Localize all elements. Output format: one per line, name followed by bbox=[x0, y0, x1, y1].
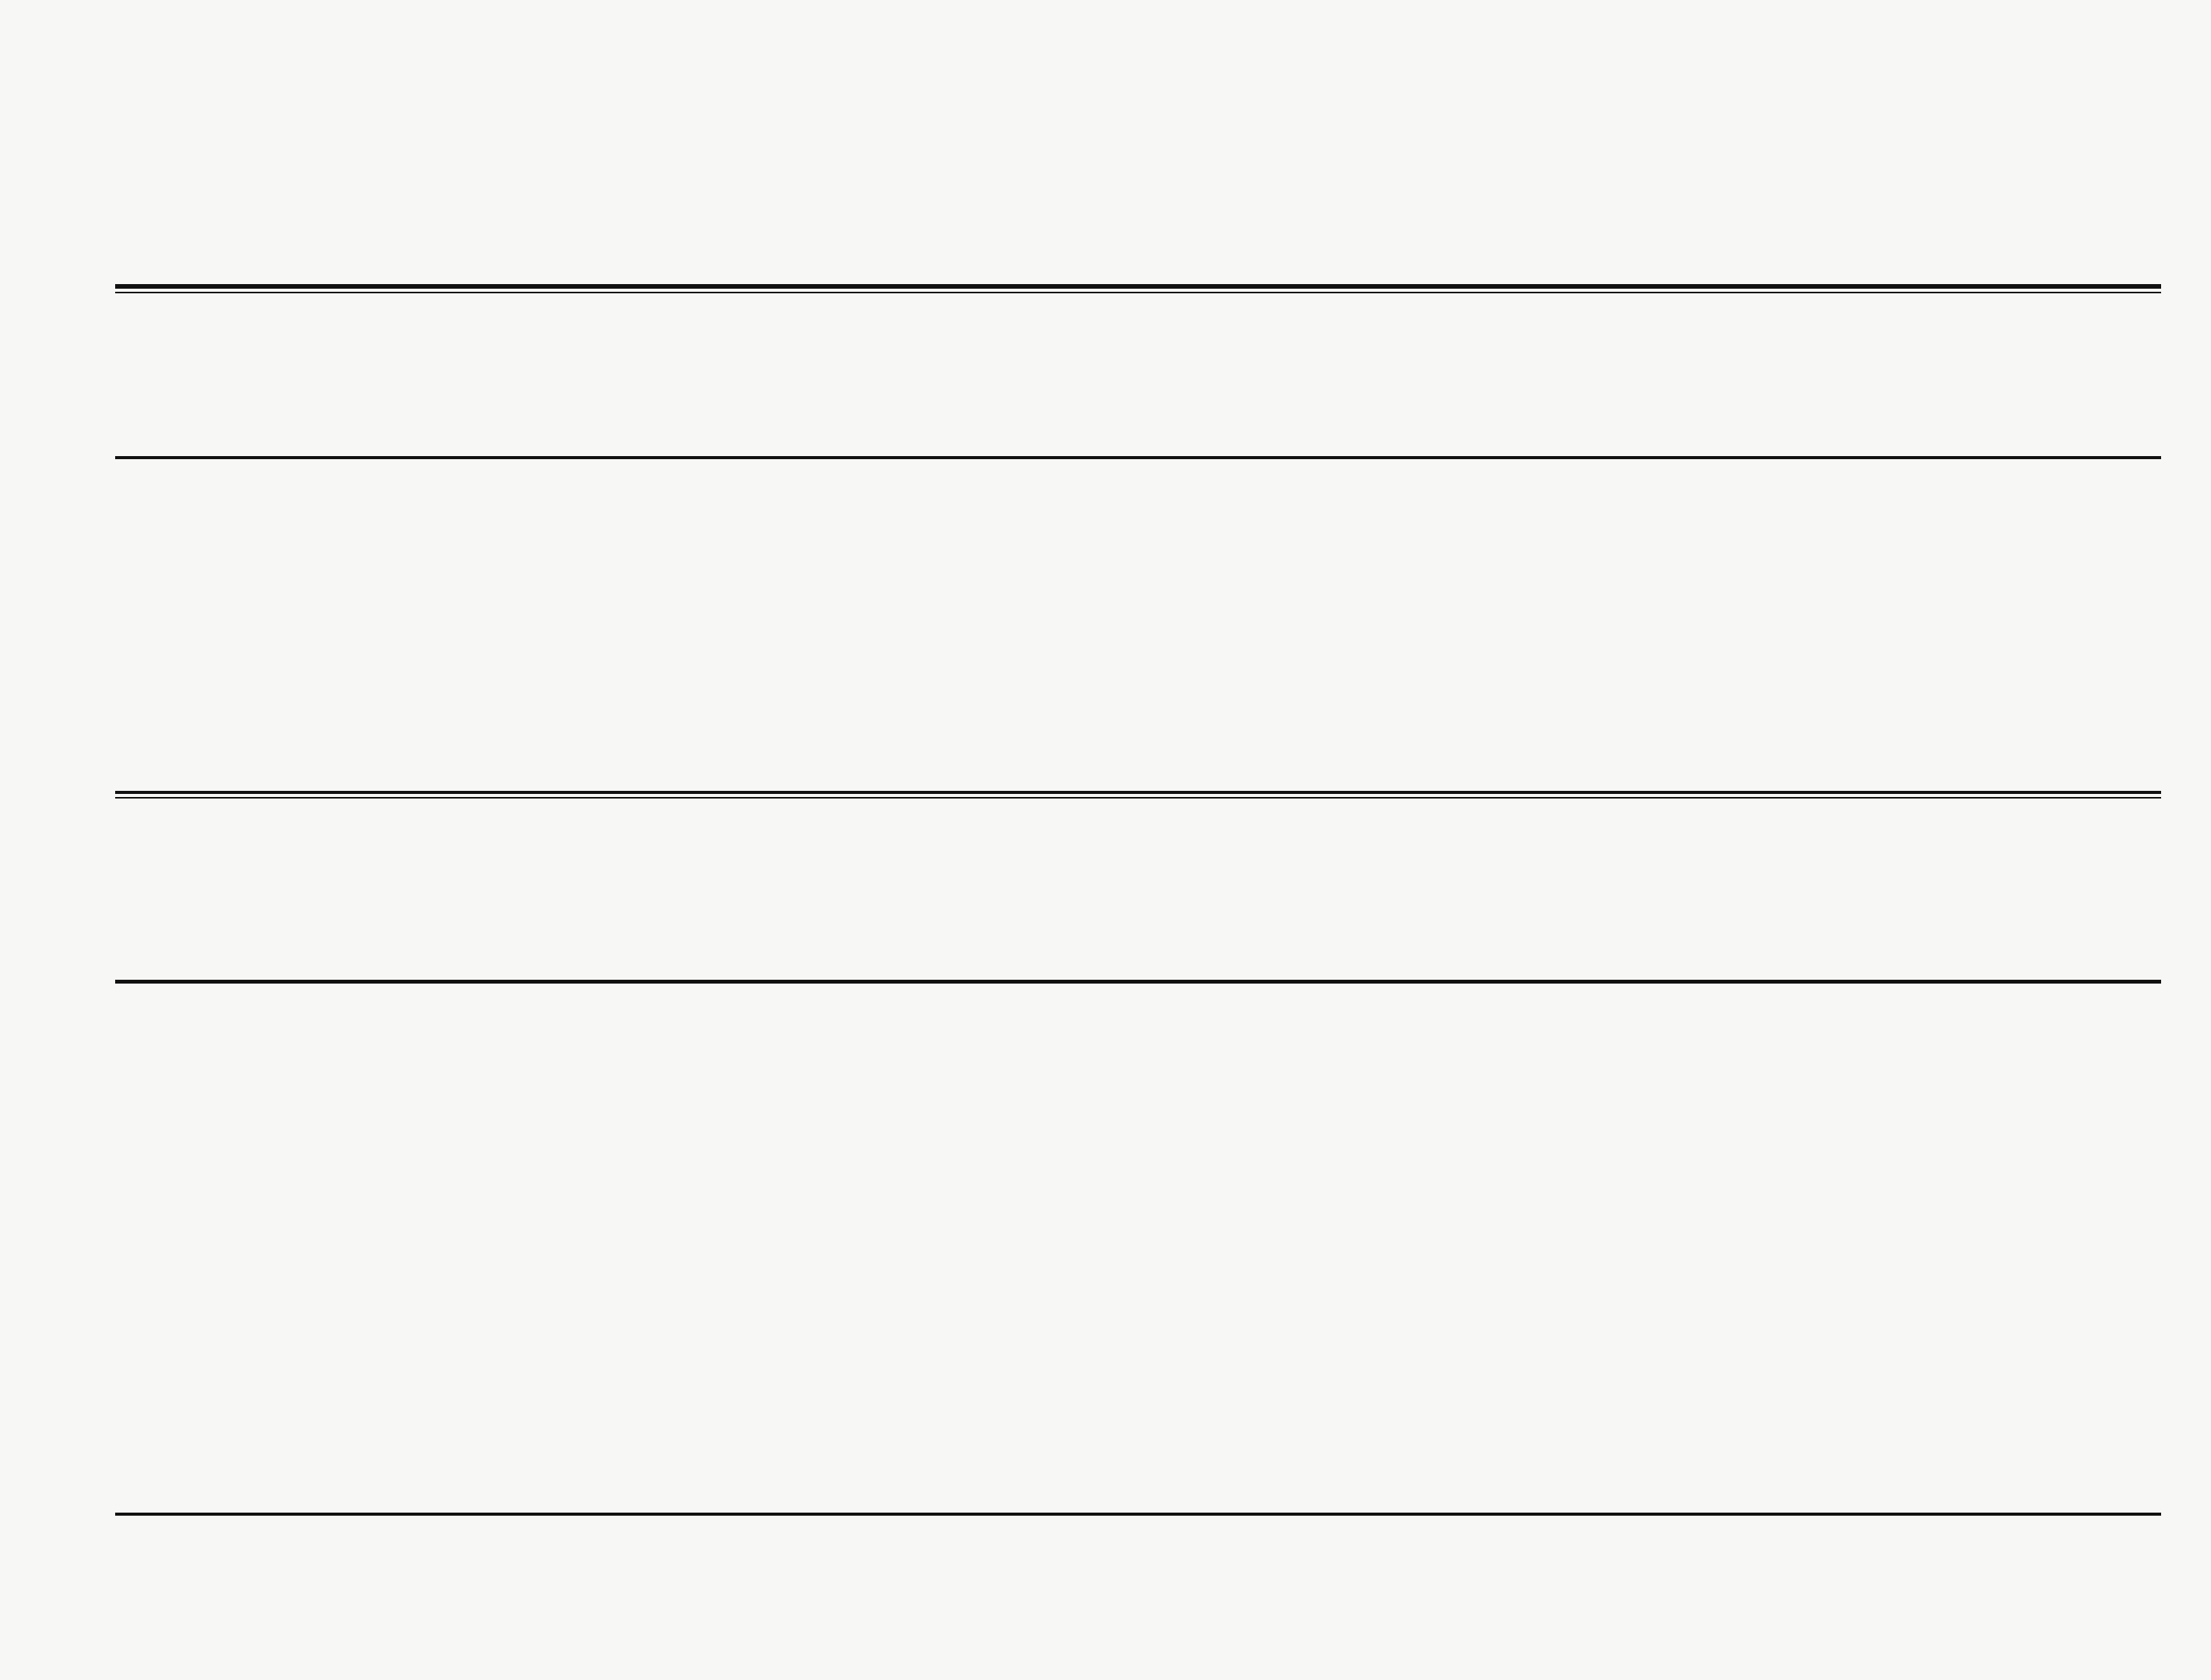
header-rule bbox=[115, 456, 2161, 459]
top-rule-thin bbox=[115, 292, 2161, 293]
ostern-bottom-rule bbox=[115, 1513, 2161, 1516]
michaelis-bottom-rule-thin bbox=[115, 797, 2161, 799]
ostern-top-rule bbox=[115, 980, 2161, 984]
top-rule bbox=[115, 284, 2161, 289]
michaelis-bottom-rule bbox=[115, 791, 2161, 794]
